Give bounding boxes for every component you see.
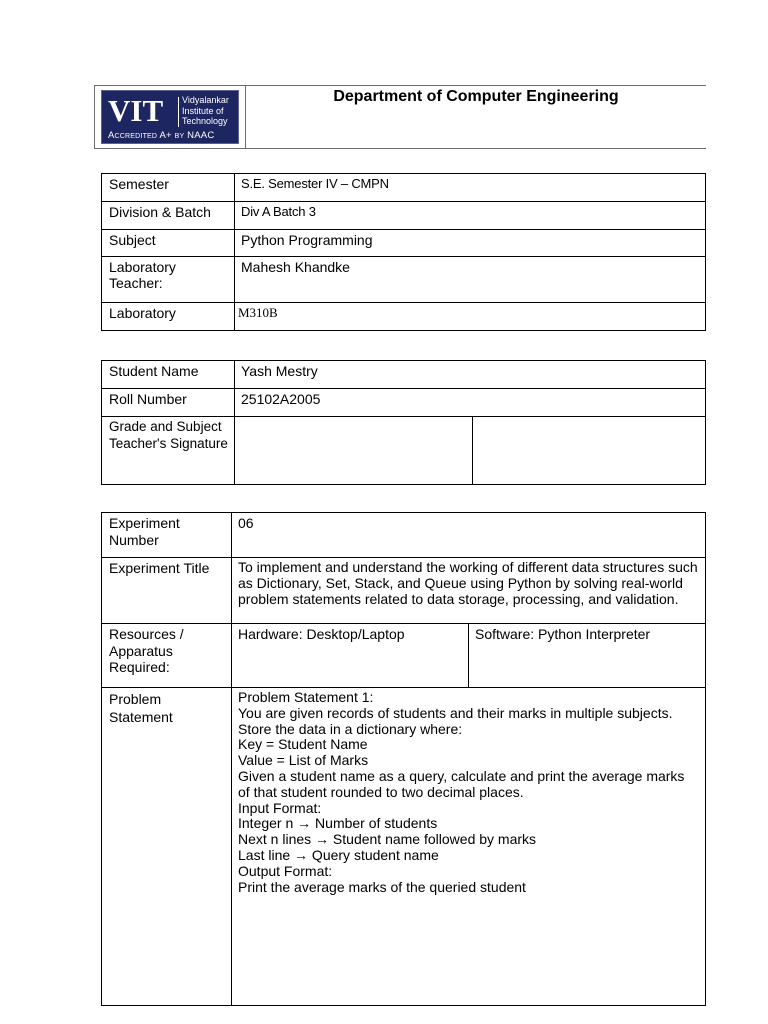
- table-row: [102, 513, 706, 558]
- problem-line: Print the average marks of the queried student: [238, 878, 526, 895]
- problem-line: Next n lines → Student name followed by marks: [238, 831, 537, 848]
- roll-number-value: 25102A2005: [235, 389, 706, 417]
- table-row: [102, 202, 706, 230]
- table-row: [102, 558, 706, 624]
- problem-line: Input Format:: [238, 799, 322, 816]
- problem-line: Integer n → Number of students: [238, 815, 438, 832]
- division-batch-label: Division & Batch: [102, 202, 235, 230]
- vit-logo: [101, 90, 239, 144]
- student-name-label: Student Name: [102, 361, 235, 389]
- logo-accreditation: Accredited A+ by NAAC: [108, 130, 215, 141]
- laboratory-label: Laboratory: [102, 303, 235, 331]
- experiment-table: [101, 512, 706, 1006]
- problem-line: Value = List of Marks: [238, 752, 369, 769]
- grade-signature-label: Grade and Subject Teacher's Signature: [102, 417, 235, 485]
- roll-number-label: Roll Number: [102, 389, 235, 417]
- grade-cell: [235, 417, 473, 485]
- table-row: [102, 303, 706, 331]
- student-info-table: [101, 360, 706, 485]
- problem-line: Problem Statement 1:: [238, 689, 374, 705]
- table-row: [102, 624, 706, 688]
- table-row: [102, 230, 706, 257]
- experiment-title-value: To implement and understand the working of different data structures such as Dictionary, Set, Stack, and Queue using Python by solving real-world problem statements related to data storage, processing, and validation.: [232, 558, 706, 624]
- table-row: [102, 389, 706, 417]
- experiment-title-label: Experiment Title: [102, 558, 232, 624]
- logo-separator: [178, 97, 179, 127]
- header-left-border: [94, 85, 95, 149]
- problem-line: Given a student name as a query, calculate and print the average marks of that student rounded to two decimal places.: [238, 767, 685, 800]
- problem-line: You are given records of students and their marks in multiple subjects.: [238, 704, 673, 721]
- logo-name-line: Vidyalankar: [182, 95, 229, 105]
- header-bottom-border: [94, 148, 706, 149]
- problem-statement-label: Problem Statement: [102, 688, 232, 1006]
- problem-line: Store the data in a dictionary where:: [238, 720, 463, 737]
- table-row: [102, 688, 706, 1006]
- problem-line: Output Format:: [238, 862, 333, 879]
- lab-teacher-value: Mahesh Khandke: [235, 257, 706, 303]
- student-name-value: Yash Mestry: [235, 361, 706, 389]
- signature-cell: [473, 417, 706, 485]
- table-row: [102, 417, 706, 485]
- subject-value: Python Programming: [235, 230, 706, 257]
- table-row: [102, 361, 706, 389]
- semester-label: Semester: [102, 174, 235, 202]
- logo-name-line: Technology: [182, 116, 228, 126]
- table-row: [102, 257, 706, 303]
- experiment-number-value: 06: [232, 513, 706, 558]
- problem-line: Last line → Query student name: [238, 846, 439, 863]
- lab-teacher-label: Laboratory Teacher:: [102, 257, 235, 303]
- problem-line: Key = Student Name: [238, 736, 368, 753]
- hardware-value: Hardware: Desktop/Laptop: [232, 624, 469, 688]
- problem-statement-value: [232, 688, 706, 1006]
- semester-value: S.E. Semester IV – CMPN: [235, 174, 706, 202]
- course-info-table: [101, 173, 706, 331]
- experiment-number-label: Experiment Number: [102, 513, 232, 558]
- department-title: Department of Computer Engineering: [333, 88, 619, 105]
- table-row: [102, 174, 706, 202]
- laboratory-value: M310B: [235, 303, 706, 331]
- software-value: Software: Python Interpreter: [469, 624, 706, 688]
- logo-institute-name: [182, 95, 238, 127]
- resources-label: Resources / Apparatus Required:: [102, 624, 232, 688]
- division-batch-value: Div A Batch 3: [235, 202, 706, 230]
- subject-label: Subject: [102, 230, 235, 257]
- logo-name-line: Institute of: [182, 105, 224, 116]
- logo-letters: VIT: [108, 93, 164, 128]
